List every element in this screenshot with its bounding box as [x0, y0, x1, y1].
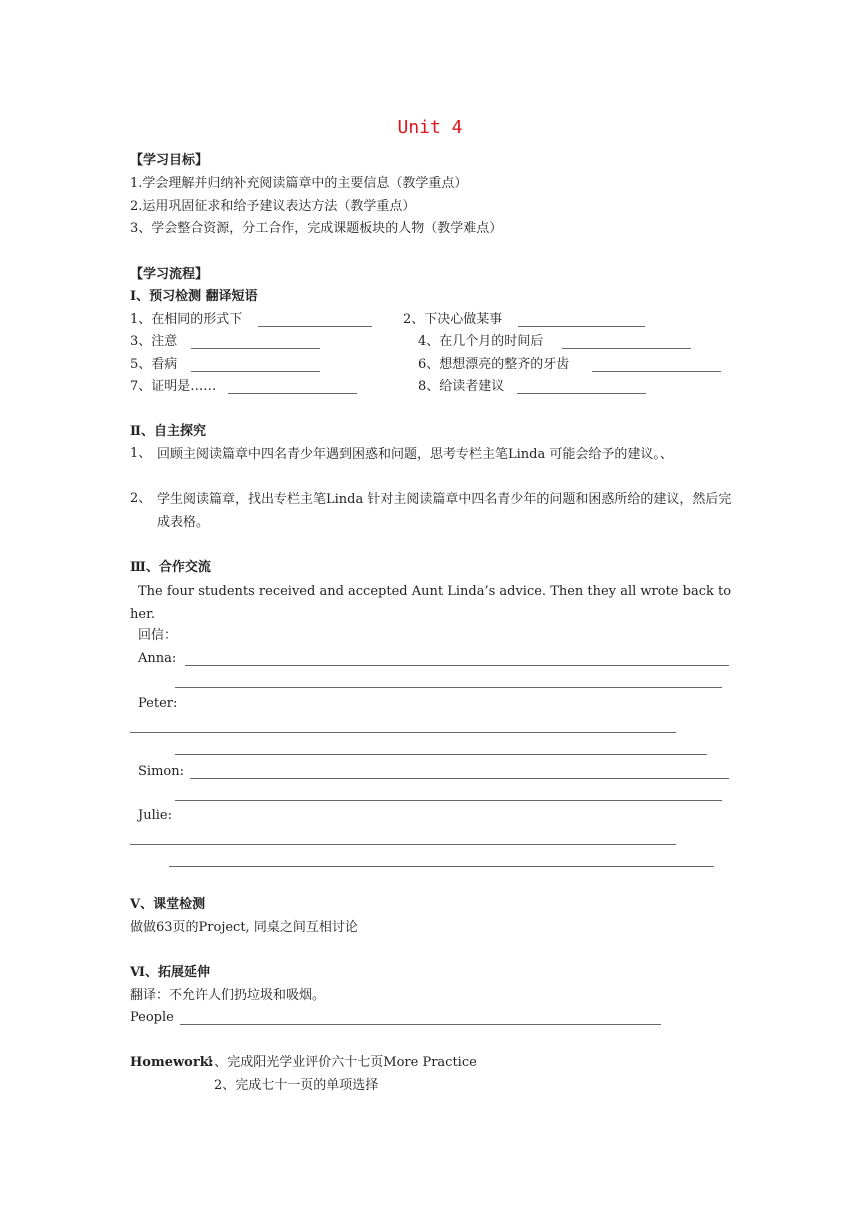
homework-item: 2、完成七十一页的单项选择 [214, 1078, 379, 1093]
homework-label: Homework: [130, 1055, 214, 1070]
reply-name-peter: Peter: [138, 696, 178, 711]
section3-text: The four students received and accepted Aunt Linda’s advice. Then they all wrote back to her. [130, 584, 732, 622]
goal-item: 1.学会理解并归纳补充阅读篇章中的主要信息（教学重点） [130, 176, 468, 191]
answer-line [185, 665, 729, 666]
phrase-item: 3、注意 [130, 334, 178, 349]
phrase-item: 1、在相同的形式下 [130, 312, 243, 327]
section5-heading: Ⅴ、课堂检测 [130, 897, 206, 912]
page-title: Unit 4 [397, 117, 463, 138]
answer-line [169, 866, 714, 867]
answer-line [180, 1024, 661, 1025]
section1-heading: Ⅰ、预习检测 翻译短语 [130, 289, 258, 304]
answer-line [175, 687, 722, 688]
blank-line [191, 348, 320, 349]
blank-line [562, 348, 691, 349]
reply-name-anna: Anna: [138, 651, 177, 666]
reply-name-simon: Simon: [138, 764, 184, 779]
reply-label: 回信： [138, 628, 178, 643]
process-heading: 【学习流程】 [130, 267, 209, 282]
blank-line [191, 371, 320, 372]
phrase-item: 8、给读者建议 [418, 379, 505, 394]
section5-text: 做做63页的Project, 同桌之间互相讨论 [130, 920, 358, 935]
goals-heading: 【学习目标】 [130, 153, 209, 168]
phrase-item: 6、想想漂亮的整齐的牙齿 [418, 357, 570, 372]
homework-item: 1、完成阳光学业评价六十七页More Practice [206, 1055, 477, 1070]
blank-line [228, 393, 357, 394]
answer-prefix: People [130, 1010, 174, 1025]
blank-line [258, 326, 372, 327]
section2-item: 学生阅读篇章，找出专栏主笔Linda 针对主阅读篇章中四名青少年的问题和困惑所给的建议，然后完成表格。 [157, 492, 732, 530]
section2-item: 回顾主阅读篇章中四名青少年遇到困惑和问题，思考专栏主笔Linda 可能会给予的建议。、 [157, 447, 673, 462]
phrase-item: 5、看病 [130, 357, 178, 372]
goal-item: 3、学会整合资源，分工合作，完成课题板块的人物（教学难点） [130, 221, 503, 236]
phrase-item: 7、证明是…… [130, 379, 217, 394]
blank-line [517, 393, 646, 394]
list-number: 2、 [130, 491, 152, 506]
answer-line [175, 754, 707, 755]
reply-name-julie: Julie: [138, 808, 172, 823]
phrase-item: 2、下决心做某事 [403, 312, 503, 327]
list-number: 1、 [130, 446, 152, 461]
section6-heading: Ⅵ、拓展延伸 [130, 965, 210, 980]
blank-line [518, 326, 645, 327]
phrase-item: 4、在几个月的时间后 [418, 334, 544, 349]
section2-heading: Ⅱ、自主探究 [130, 424, 206, 439]
section3-heading: Ⅲ、合作交流 [130, 560, 211, 575]
answer-line [190, 778, 729, 779]
blank-line [592, 371, 721, 372]
answer-line [130, 732, 676, 733]
goal-item: 2.运用巩固征求和给予建议表达方法（教学重点） [130, 199, 416, 214]
section6-text: 翻译：不允许人们扔垃圾和吸烟。 [130, 988, 326, 1003]
answer-line [130, 844, 676, 845]
answer-line [175, 800, 722, 801]
